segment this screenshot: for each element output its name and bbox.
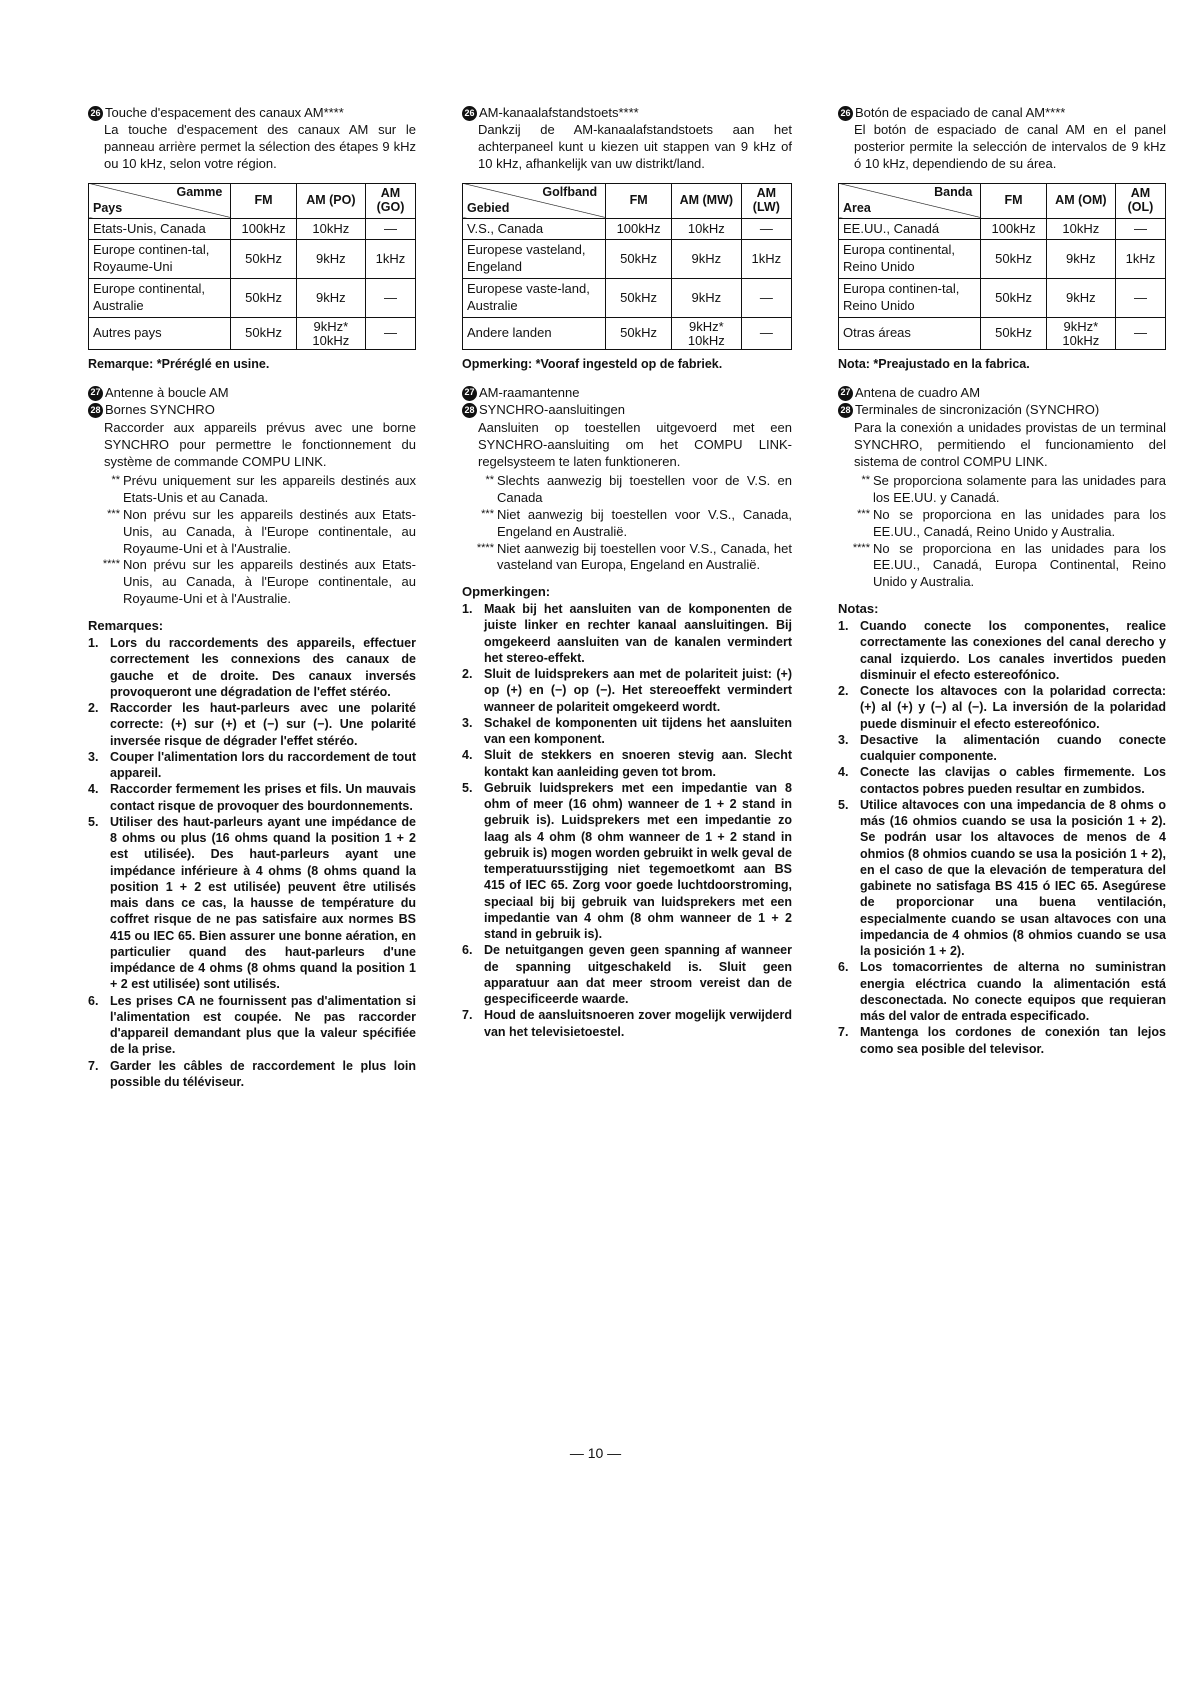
section-28-heading <box>462 402 792 419</box>
fm-cell: 100kHz <box>981 218 1046 240</box>
remark-item <box>838 732 1166 765</box>
fm-cell: 50kHz <box>606 240 672 279</box>
remark-text: Houd de aansluitsnoeren zover mogelijk verwijderd van het televisietoestel. <box>484 1008 792 1039</box>
section-title: AM-raamantenne <box>479 384 580 400</box>
section-number-badge: 28 <box>838 403 853 418</box>
fm-cell: 50kHz <box>231 318 296 350</box>
am-mw-cell: 9kHz <box>1046 279 1115 318</box>
area-header: Area <box>843 200 871 215</box>
footnote-mark: ** <box>485 474 494 486</box>
table-row <box>89 318 416 350</box>
section-28-heading <box>838 402 1166 419</box>
remark-text: Gebruik luidsprekers met een impedantie van 8 ohm of meer (16 ohm) wanneer de 1 + 2 stand in gebruik is). Luidsprekers met een impedantie zo laag als 4 ohm (8 ohm wanneer de 1 + 2 stand in gebruik is) mogen worden gebruikt in welk geval de temperatuursstijging niet tegemoetkomt aan BS 415 of IEC 65. Zorg voor goede luchtdoorstroming, speciaal bij bij gebruik van luidsprekers met een impedantie van 4 ohm (8 ohm wanneer de 1 + 2 stand in gebruik is). <box>484 780 792 942</box>
remark-item <box>462 601 792 666</box>
am-mw-cell <box>1046 318 1115 350</box>
section-number-badge: 28 <box>88 403 103 418</box>
remark-number: 7. <box>838 1025 849 1040</box>
remark-text: Schakel de komponenten uit tijdens het aansluiten van een komponent. <box>484 715 792 747</box>
footnote-text: Slechts aanwezig bij toestellen voor de V.S. en Canada <box>497 473 792 505</box>
fm-cell: 50kHz <box>606 279 672 318</box>
section-number-badge: 26 <box>88 106 103 121</box>
footnote-text: Non prévu sur les appareils destinés aux Etats-Unis, au Canada, à l'Europe continentale, au Royaume-Uni et à l'Australie. <box>123 506 416 556</box>
fm-cell: 100kHz <box>606 218 672 240</box>
footnote <box>462 541 792 575</box>
am-lw-cell: — <box>1115 279 1165 318</box>
footnotes <box>838 473 1166 591</box>
area-cell: Europa continen-tal, Reino Unido <box>839 279 981 318</box>
remark-text: Desactive la alimentación cuando conecte cualquier componente. <box>860 732 1166 764</box>
am-mw-value-alt: 10kHz <box>1062 332 1100 348</box>
fm-cell: 100kHz <box>231 218 296 240</box>
remark-item <box>838 1024 1166 1057</box>
band-header: Golfband <box>542 184 598 199</box>
page-number: — 10 — <box>569 1445 622 1461</box>
footnote-mark: ** <box>111 474 120 486</box>
am-mw-header: AM (MW) <box>672 183 742 218</box>
factory-preset-note: Opmerking: *Vooraf ingesteld op de fabriek. <box>462 357 723 372</box>
remark-number: 4. <box>88 782 99 797</box>
remark-number: 4. <box>838 765 849 780</box>
am-lw-cell: — <box>741 218 791 240</box>
remark-item <box>462 780 792 943</box>
section-number-badge: 27 <box>462 386 477 401</box>
footnote <box>838 473 1166 507</box>
footnote-mark: *** <box>107 507 120 520</box>
remark-item <box>88 749 416 782</box>
area-cell: Andere landen <box>463 318 606 350</box>
footnote-text: Niet aanwezig bij toestellen voor V.S., Canada, het vasteland van Europa, Engeland en Australië. <box>497 540 792 573</box>
remark-item <box>88 993 416 1058</box>
table-row <box>839 240 1166 279</box>
section-title: Bornes SYNCHRO <box>105 402 215 418</box>
table-row <box>463 318 792 350</box>
remark-item <box>838 683 1166 732</box>
section-27-heading <box>462 385 792 402</box>
remarks-title: Remarques: <box>88 618 164 634</box>
fm-cell: 50kHz <box>231 240 296 279</box>
am-mw-cell: 9kHz <box>296 279 365 318</box>
section-27-heading <box>88 385 416 402</box>
am-mw-cell: 9kHz <box>672 240 742 279</box>
table-corner-header <box>463 183 606 218</box>
remarks-title: Notas: <box>838 601 879 617</box>
fm-cell: 50kHz <box>231 279 296 318</box>
am-lw-cell: 1kHz <box>1115 240 1165 279</box>
am-mw-cell: 10kHz <box>1046 218 1115 240</box>
am-lw-cell: — <box>1115 318 1165 350</box>
footnote <box>838 541 1166 592</box>
remark-item <box>88 814 416 993</box>
table-row <box>463 279 792 318</box>
footnote-text: Se proporciona solamente para las unidades para los EE.UU. y Canadá. <box>873 473 1166 505</box>
area-cell: Europe continen-tal, Royaume-Uni <box>89 240 231 279</box>
remark-text: Cuando conecte los componentes, realice correctamente las conexiones del canal derecho y canal izquierdo. Los canales invertidos pueden disminuir el efecto estereofónico. <box>860 619 1166 682</box>
section-title: SYNCHRO-aansluitingen <box>479 402 625 418</box>
table-row <box>89 240 416 279</box>
am-mw-value-alt: 10kHz <box>687 332 725 348</box>
remarks-list <box>838 618 1166 1057</box>
remark-text: Couper l'alimentation lors du raccordement de tout appareil. <box>110 749 416 781</box>
remark-number: 1. <box>838 619 849 634</box>
area-header: Pays <box>93 200 123 215</box>
remark-number: 2. <box>838 684 849 699</box>
remark-text: Les prises CA ne fournissent pas d'alimentation si l'alimentation est coupée. Ne pas raccorder d'appareil demandant plus que la valeur spécifiée de la prise. <box>110 993 416 1057</box>
section-28-text: Raccorder aux appareils prévus avec une borne SYNCHRO pour permettre le fonctionnement du système de commande COMPU LINK. <box>104 420 416 470</box>
footnote-text: Non prévu sur les appareils destinés aux Etats-Unis, au Canada, à l'Europe continentale, au Royaume-Uni et à l'Australie. <box>123 557 416 607</box>
footnote <box>88 507 416 558</box>
section-number-badge: 27 <box>88 386 103 401</box>
footnote-mark: *** <box>481 507 494 520</box>
remark-text: Conecte los altavoces con la polaridad correcta: (+) al (+) y (−) al (−). La inversión de la polaridad puede disminuir el efecto estereofónico. <box>860 684 1166 731</box>
footnote <box>838 507 1166 541</box>
remark-item <box>462 666 792 715</box>
area-header: Gebied <box>467 200 510 215</box>
section-26-text: La touche d'espacement des canaux AM sur le panneau arrière permet la sélection des étapes 9 kHz ou 10 kHz, selon votre région. <box>104 121 416 171</box>
remark-item <box>838 797 1166 960</box>
am-lw-cell: — <box>741 318 791 350</box>
am-lw-cell: — <box>365 218 415 240</box>
remark-item <box>838 764 1166 797</box>
am-mw-cell: 9kHz <box>672 279 742 318</box>
remark-item <box>838 618 1166 683</box>
remarks-list <box>88 635 416 1090</box>
table-body <box>89 218 416 350</box>
am-mw-cell: 10kHz <box>672 218 742 240</box>
remark-text: Sluit de luidsprekers aan met de polariteit juist: (+) op (+) en (−) op (−). Het stereoeffekt vermindert wanneer de polariteit omgekeerd wordt. <box>484 667 792 714</box>
remark-number: 5. <box>88 814 99 829</box>
section-28-heading <box>88 402 416 419</box>
am-mw-cell <box>672 318 742 350</box>
section-number-badge: 26 <box>462 106 477 121</box>
footnote-mark: *** <box>857 507 870 520</box>
remark-number: 7. <box>462 1008 473 1023</box>
am-mw-cell: 9kHz <box>1046 240 1115 279</box>
table-row <box>839 318 1166 350</box>
remark-number: 1. <box>462 602 473 617</box>
column-french <box>88 105 416 1090</box>
am-mw-value: 9kHz* <box>313 319 349 335</box>
area-cell: Europa continental, Reino Unido <box>839 240 981 279</box>
table-row <box>463 218 792 240</box>
am-mw-cell <box>296 318 365 350</box>
table-corner-header <box>839 183 981 218</box>
am-mw-value: 9kHz* <box>688 319 724 335</box>
terms-section <box>462 385 792 575</box>
section-title: Touche d'espacement des canaux AM**** <box>105 105 344 120</box>
factory-preset-note: Nota: *Preajustado en la fabrica. <box>838 357 1030 372</box>
section-title: Terminales de sincronización (SYNCHRO) <box>855 402 1100 418</box>
area-cell: Otras áreas <box>839 318 981 350</box>
section-27-heading <box>838 385 1166 402</box>
remark-text: Raccorder les haut-parleurs avec une polarité correcte: (+) sur (+) et (−) sur (−). Une polarité inversée risque de dégrader l'effet stéréo. <box>110 701 416 748</box>
channel-spacing-table <box>838 183 1166 351</box>
terms-section <box>88 385 416 609</box>
footnote-text: Prévu uniquement sur les appareils destinés aux Etats-Unis et au Canada. <box>123 473 416 505</box>
fm-cell: 50kHz <box>981 318 1046 350</box>
band-header: Gamme <box>176 184 223 199</box>
table-row <box>839 218 1166 240</box>
section-title: Botón de espaciado de canal AM**** <box>855 105 1066 120</box>
remark-text: Garder les câbles de raccordement le plus loin possible du téléviseur. <box>110 1058 416 1089</box>
remark-item <box>838 959 1166 1024</box>
footnote <box>462 507 792 541</box>
area-cell: V.S., Canada <box>463 218 606 240</box>
footnote-text: No se proporciona en las unidades para los EE.UU., Canadá, Reino Unido y Australia. <box>873 506 1166 539</box>
section-number-badge: 28 <box>462 403 477 418</box>
remark-text: Raccorder fermement les prises et fils. Un mauvais contact risque de provoquer des bourdonnements. <box>110 782 416 813</box>
area-cell: Autres pays <box>89 318 231 350</box>
am-lw-cell: 1kHz <box>365 240 415 279</box>
remark-number: 5. <box>462 780 473 795</box>
area-cell: Europe continental, Australie <box>89 279 231 318</box>
am-lw-header: AM (GO) <box>365 183 415 218</box>
remark-text: Utilice altavoces con una impedancia de 8 ohms o más (16 ohmios cuando se usa la posición 1 + 2). Se podrán usar los altavoces de menos de 4 ohmios (8 ohmios cuando se usa la posición 1 + 2), en el caso de que la elevación de temperatura del gabinete no satisfaga BS 415 ó IEC 65. Asegúrese de proporcionar una buena ventilación, especialmente cuando se usan altavoces con una impedancia de 4 ohmios (8 ohmios cuando se usa la posición 1 + 2). <box>860 797 1166 959</box>
remark-text: Mantenga los cordones de conexión tan lejos como sea posible del televisor. <box>860 1025 1166 1056</box>
remark-text: Los tomacorrientes de alterna no suministran energia eléctrica cuando la alimentación está desconectada. No conecte equipos que requieran más del valor de entrada especificado. <box>860 960 1166 1024</box>
remarks-list <box>462 601 792 1040</box>
band-header: Banda <box>934 184 973 199</box>
remark-number: 3. <box>88 749 99 764</box>
factory-preset-note: Remarque: *Préréglé en usine. <box>88 357 270 372</box>
am-lw-cell: — <box>1115 218 1165 240</box>
remarks-title: Opmerkingen: <box>462 584 551 600</box>
remark-item <box>88 1058 416 1091</box>
area-cell: Europese vaste-land, Australie <box>463 279 606 318</box>
section-28-text: Para la conexión a unidades provistas de un terminal SYNCHRO, permitiendo el funcionamiento del sistema de control COMPU LINK. <box>854 420 1166 470</box>
footnote-mark: **** <box>476 541 494 554</box>
remark-number: 6. <box>462 943 473 958</box>
remark-number: 6. <box>838 960 849 975</box>
footnote-mark: ** <box>861 474 870 486</box>
column-spanish <box>838 105 1166 1057</box>
remark-item <box>88 781 416 814</box>
footnote <box>462 473 792 507</box>
section-26-heading <box>462 105 792 122</box>
table-row <box>89 279 416 318</box>
am-mw-value: 9kHz* <box>1063 319 1099 335</box>
remark-item <box>88 700 416 749</box>
am-lw-cell: 1kHz <box>741 240 791 279</box>
remark-number: 6. <box>88 993 99 1008</box>
remark-item <box>462 1007 792 1040</box>
section-26-heading <box>838 105 1166 122</box>
remark-item <box>462 747 792 780</box>
footnote <box>88 557 416 608</box>
remark-item <box>462 942 792 1007</box>
terms-section <box>838 385 1166 592</box>
remark-text: Conecte las clavijas o cables firmemente. Los contactos pobres pueden resultar en zumbidos. <box>860 765 1166 796</box>
remark-text: De netuitgangen geven geen spanning af wanneer de spanning uitgeschakeld is. Sluit geen apparatuur aan dat meer stroom vereist dan de gespecificeerde waarde. <box>484 943 792 1007</box>
remark-number: 3. <box>462 715 473 730</box>
am-lw-header: AM (LW) <box>741 183 791 218</box>
am-mw-header: AM (PO) <box>296 183 365 218</box>
am-mw-header: AM (OM) <box>1046 183 1115 218</box>
am-lw-cell: — <box>365 318 415 350</box>
fm-cell: 50kHz <box>981 279 1046 318</box>
section-26-text: El botón de espaciado de canal AM en el panel posterior permite la selección de intervalos de 9 kHz ó 10 kHz, dependiendo de su área. <box>854 121 1166 171</box>
fm-cell: 50kHz <box>981 240 1046 279</box>
section-title: Antena de cuadro AM <box>855 384 981 400</box>
remark-number: 1. <box>88 636 99 651</box>
section-26-heading <box>88 105 416 122</box>
remark-number: 5. <box>838 797 849 812</box>
table-body <box>839 218 1166 350</box>
table-row <box>839 279 1166 318</box>
footnotes <box>462 473 792 574</box>
column-dutch <box>462 105 792 1040</box>
footnote-mark: **** <box>852 541 870 554</box>
footnote <box>88 473 416 507</box>
table-row <box>463 240 792 279</box>
remark-number: 7. <box>88 1058 99 1073</box>
section-title: AM-kanaalafstandstoets**** <box>479 105 639 120</box>
am-mw-cell: 10kHz <box>296 218 365 240</box>
table-body <box>463 218 792 350</box>
am-lw-header: AM (OL) <box>1115 183 1165 218</box>
area-cell: Etats-Unis, Canada <box>89 218 231 240</box>
section-title: Antenne à boucle AM <box>105 384 229 400</box>
remark-item <box>88 635 416 700</box>
section-26-text: Dankzij de AM-kanaalafstandstoets aan het achterpaneel kunt u kiezen uit stappen van 9 kHz of 10 kHz, afhankelijk van uw distrikt/land. <box>478 121 792 171</box>
fm-header: FM <box>231 183 296 218</box>
footnote-text: No se proporciona en las unidades para los EE.UU., Canadá, Europa Continental, Reino Unido y Australia. <box>873 540 1166 590</box>
fm-header: FM <box>606 183 672 218</box>
remark-text: Sluit de stekkers en snoeren stevig aan. Slecht kontakt kan aanleiding geven tot brom. <box>484 748 792 779</box>
am-mw-value-alt: 10kHz <box>312 332 350 348</box>
table-corner-header <box>89 183 231 218</box>
area-cell: EE.UU., Canadá <box>839 218 981 240</box>
remark-item <box>462 715 792 748</box>
remark-number: 4. <box>462 748 473 763</box>
am-lw-cell: — <box>365 279 415 318</box>
footnote-mark: **** <box>102 558 120 571</box>
am-mw-cell: 9kHz <box>296 240 365 279</box>
remark-text: Lors du raccordements des appareils, effectuer correctement les connexions des canaux de gauche et de droite. Des canaux inversés provoqueront une dégradation de l'effet stéréo. <box>110 636 416 699</box>
am-lw-cell: — <box>741 279 791 318</box>
footnote-text: Niet aanwezig bij toestellen voor V.S., Canada, Engeland en Australië. <box>497 506 792 539</box>
section-28-text: Aansluiten op toestellen uitgevoerd met een SYNCHRO-aansluiting om het COMPU LINK-regelsysteem te laten funktioneren. <box>478 420 792 470</box>
remark-number: 2. <box>462 667 473 682</box>
channel-spacing-table <box>462 183 792 351</box>
section-number-badge: 26 <box>838 106 853 121</box>
fm-cell: 50kHz <box>606 318 672 350</box>
fm-header: FM <box>981 183 1046 218</box>
footnotes <box>88 473 416 608</box>
remark-text: Utiliser des haut-parleurs ayant une impédance de 8 ohms ou plus (16 ohms quand la position 1 + 2 est utilisée). Des haut-parleurs ayant une impédance inférieure à 4 ohms (8 ohms quand la position 1 + 2 est utilisée) peuvent être utilisés mais dans ce cas, la hausse de température du coffret risque de ne pas satisfaire aux normes BS 415 ou IEC 65. Bien assurer une bonne aération, en particulier quand des haut-parleurs d'une impédance de 4 ohms (8 ohms quand la position 1 + 2 est utilisée) sont utilisés. <box>110 814 416 992</box>
section-number-badge: 27 <box>838 386 853 401</box>
remark-number: 3. <box>838 732 849 747</box>
channel-spacing-table <box>88 183 416 351</box>
table-row <box>89 218 416 240</box>
remark-number: 2. <box>88 701 99 716</box>
remark-text: Maak bij het aansluiten van de komponenten de juiste linker en rechter kanaal aansluitingen. Bij omgekeerd aansluiten van de kanalen vermindert het stereo-effekt. <box>484 602 792 665</box>
area-cell: Europese vasteland, Engeland <box>463 240 606 279</box>
